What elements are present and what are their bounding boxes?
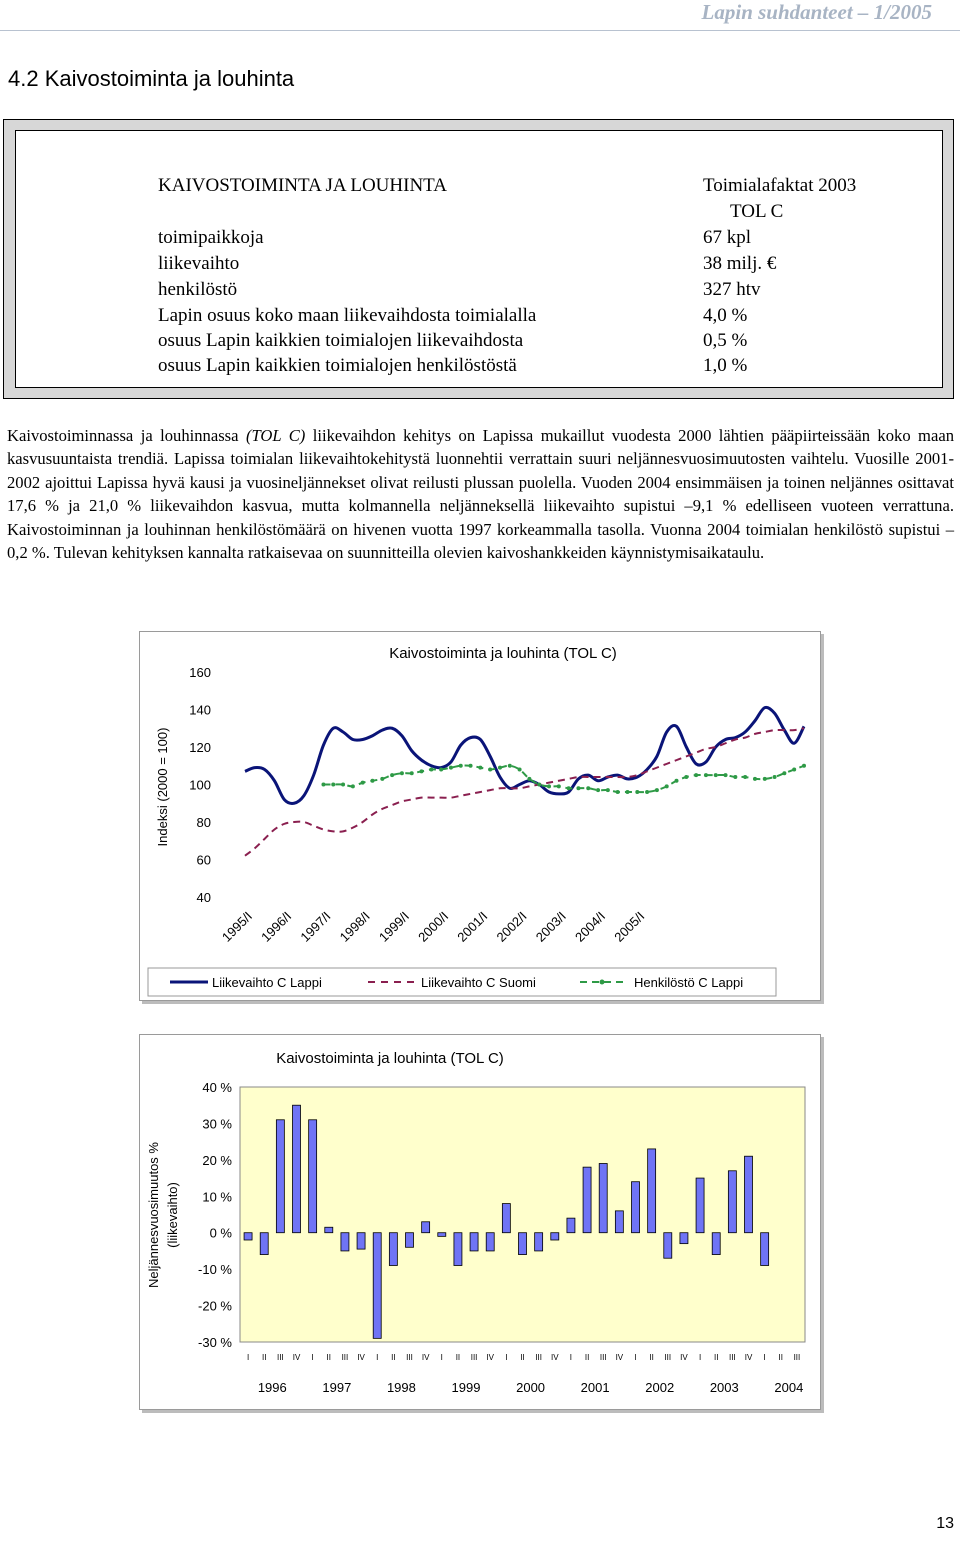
- y-tick-label: 40 %: [202, 1080, 232, 1095]
- year-label: 2003: [709, 1380, 739, 1395]
- x-tick-label: 2004/I: [572, 908, 609, 945]
- body-text-code: (TOL C): [245, 426, 306, 445]
- quarterly-change-chart-svg: [140, 1035, 820, 1409]
- year-label: 1999: [451, 1380, 481, 1395]
- quarter-label: IV: [486, 1353, 494, 1362]
- year-label: 2001: [580, 1380, 610, 1395]
- data-point: [773, 775, 777, 779]
- quarter-label: III: [793, 1353, 801, 1362]
- data-point: [390, 773, 394, 777]
- bar: [325, 1227, 333, 1232]
- facts-row-value: 4,0 %: [703, 305, 748, 326]
- bar: [696, 1178, 704, 1233]
- bar: [357, 1233, 365, 1249]
- facts-row-value: 0,5 %: [703, 330, 748, 351]
- bar: [712, 1233, 720, 1255]
- bar: [260, 1233, 268, 1255]
- y-tick-label: -10 %: [198, 1262, 232, 1278]
- quarter-label: I: [698, 1353, 702, 1362]
- quarter-label: III: [341, 1353, 349, 1362]
- x-tick-label: 2005/I: [611, 908, 648, 945]
- quarter-label: II: [584, 1353, 590, 1362]
- series-line-0: [245, 707, 804, 803]
- quarter-label: II: [778, 1353, 784, 1362]
- publication-title: Lapin suhdanteet – 1/2005: [701, 0, 932, 24]
- data-point: [782, 771, 786, 775]
- bar: [502, 1204, 510, 1233]
- legend-label-henkilosto: Henkilöstö C Lappi: [634, 975, 744, 990]
- bar: [406, 1233, 414, 1248]
- facts-row-label: Lapin osuus koko maan liikevaihdosta toimialalla: [158, 305, 537, 326]
- data-point: [763, 777, 767, 781]
- data-point: [576, 786, 580, 790]
- quarter-label: I: [634, 1353, 637, 1362]
- bar: [309, 1120, 317, 1233]
- facts-row-label: osuus Lapin kaikkien toimialojen liikevaihdosta: [158, 330, 524, 351]
- plot-area: [240, 1087, 805, 1342]
- y-tick-label: 80: [196, 815, 211, 830]
- data-point: [351, 784, 355, 788]
- data-point: [596, 788, 600, 792]
- data-point: [714, 773, 718, 777]
- data-point: [743, 775, 747, 779]
- y-tick-label: 0 %: [209, 1225, 232, 1241]
- y-tick-label: -30 %: [198, 1335, 232, 1350]
- bar: [535, 1233, 543, 1251]
- quarter-label: I: [763, 1353, 766, 1362]
- quarter-label: III: [535, 1353, 542, 1362]
- bar: [486, 1233, 494, 1251]
- data-point: [792, 768, 796, 772]
- x-tick-label: 2001/I: [454, 908, 491, 945]
- quarter-label: IV: [615, 1353, 624, 1362]
- y-axis-label-line1: Neljännesvuosimuutos %: [146, 1142, 161, 1288]
- data-point: [694, 773, 698, 777]
- x-tick-label: 1996/I: [258, 908, 295, 945]
- bar: [728, 1171, 736, 1233]
- bar: [276, 1120, 284, 1233]
- bar: [680, 1233, 688, 1244]
- data-point: [508, 764, 512, 768]
- x-tick-label: 2000/I: [415, 908, 452, 945]
- bar: [745, 1156, 753, 1233]
- quarter-label: IV: [680, 1353, 688, 1362]
- data-point: [586, 786, 590, 790]
- data-point: [400, 771, 404, 775]
- quarter-label: II: [261, 1353, 267, 1362]
- bar: [470, 1233, 478, 1251]
- header-rule: [0, 30, 960, 31]
- bar: [664, 1233, 672, 1259]
- quarter-label: III: [599, 1353, 607, 1362]
- y-axis-label-line2: (liikevaihto): [165, 1182, 180, 1248]
- quarter-label: I: [376, 1353, 379, 1362]
- quarter-label: III: [470, 1353, 478, 1362]
- data-point: [478, 766, 482, 770]
- bar: [389, 1233, 397, 1266]
- body-text-start: Kaivostoiminnassa ja louhinnassa: [7, 426, 246, 445]
- bar: [438, 1233, 446, 1237]
- bar: [293, 1105, 301, 1233]
- year-label: 2000: [516, 1380, 546, 1395]
- index-chart-svg: [140, 632, 820, 1000]
- y-tick-label: 20 %: [202, 1152, 232, 1168]
- data-point: [567, 786, 571, 790]
- data-point: [704, 773, 708, 777]
- quarter-label: II: [455, 1353, 461, 1362]
- quarter-label: IV: [744, 1353, 753, 1362]
- year-label: 1996: [257, 1380, 287, 1395]
- data-point: [429, 768, 433, 772]
- body-paragraph: [7, 424, 954, 564]
- facts-source: Toimialafaktat 2003: [703, 175, 857, 196]
- quarter-label: IV: [551, 1353, 559, 1362]
- bar: [567, 1218, 575, 1233]
- bar: [615, 1211, 623, 1233]
- x-tick-label: 1998/I: [336, 908, 373, 945]
- quarter-label: II: [713, 1353, 719, 1362]
- data-point: [331, 783, 335, 787]
- bar: [422, 1222, 430, 1233]
- facts-table: [15, 130, 943, 388]
- bar: [599, 1164, 607, 1233]
- data-point: [655, 788, 659, 792]
- quarter-label: II: [326, 1353, 332, 1362]
- chart-title: Kaivostoiminta ja louhinta (TOL C): [276, 1050, 504, 1067]
- y-tick-label: 10 %: [202, 1189, 232, 1205]
- data-point: [380, 777, 384, 781]
- x-tick-label: 1995/I: [218, 908, 256, 945]
- y-tick-label: 40: [196, 890, 211, 905]
- y-tick-label: 140: [189, 702, 211, 718]
- facts-row-value: 67 kpl: [703, 227, 752, 248]
- chart-title: Kaivostoiminta ja louhinta (TOL C): [389, 645, 617, 662]
- data-point: [459, 764, 463, 768]
- bar: [761, 1233, 769, 1266]
- data-point: [518, 768, 522, 772]
- y-tick-label: 60: [196, 852, 211, 868]
- facts-row-value: 327 htv: [703, 279, 761, 300]
- data-point: [420, 769, 424, 773]
- quarter-label: IV: [292, 1353, 301, 1362]
- facts-row-label: liikevaihto: [158, 253, 240, 274]
- bar: [648, 1149, 656, 1233]
- x-tick-label: 1999/I: [375, 908, 413, 945]
- bar: [583, 1167, 591, 1233]
- facts-row-label: osuus Lapin kaikkien toimialojen henkilöstöstä: [158, 355, 517, 376]
- year-label: 1997: [322, 1380, 352, 1395]
- y-tick-label: -20 %: [198, 1298, 232, 1314]
- data-point: [635, 790, 639, 794]
- facts-box: [3, 119, 954, 399]
- x-tick-label: 2002/I: [493, 908, 530, 945]
- quarter-label: III: [729, 1353, 736, 1362]
- quarter-label: III: [664, 1353, 672, 1362]
- body-text-rest: liikevaihdon kehitys on Lapissa mukaillut vuodesta 2000 lähtien pääpiirteissään koko maan kasvusuuntaista trendiä. Lapissa toimialan liikevaihtokehitystä luonnehtii verrattain suuri neljännesvuosimuutosten vaihtelu. Vuosille 2001-2002 ajoittui Lapissa hyvä kausi ja vuosineljännekset olivat reilusti plussan puolella. Vuoden 2004 ensimmäisen ja toinen neljännes osittavat 17,6 % ja 21,0 % liikevaihdon kasvua, mutta kolmannella neljänneksellä liikevaihto supistui –9,1 % edelliseen vuoteen verrattuna. Kaivostoiminnan ja louhinnan henkilöstömäärä on hivenen vuotta 1997 korkeammalla tasolla. Vuonna 2004 toimialan henkilöstö supistui –0,2 %. Tulevan kehityksen kannalta ratkaisevaa on suunnitteilla olevien kaivoshankkeiden käynnistymisaikataulu.: [7, 426, 954, 563]
- data-point: [537, 783, 541, 787]
- data-point: [321, 783, 325, 787]
- data-point: [488, 768, 492, 772]
- quarter-label: I: [246, 1353, 250, 1362]
- legend-label-suomi: Liikevaihto C Suomi: [421, 975, 536, 990]
- bar: [244, 1233, 252, 1240]
- series-line-1: [245, 728, 804, 856]
- data-point: [557, 784, 561, 788]
- y-tick-label: 120: [189, 740, 211, 755]
- y-axis-label: Indeksi (2000 = 100): [155, 727, 170, 847]
- quarter-label: II: [649, 1353, 654, 1362]
- quarter-label: I: [440, 1353, 443, 1362]
- data-point: [753, 777, 757, 781]
- data-point: [645, 790, 649, 794]
- quarter-label: III: [406, 1353, 413, 1362]
- data-point: [439, 768, 443, 772]
- y-tick-label: 100: [189, 777, 211, 793]
- legend-label-lappi: Liikevaihto C Lappi: [212, 975, 322, 990]
- year-label: 1998: [386, 1380, 416, 1395]
- data-point: [724, 773, 728, 777]
- y-tick-label: 160: [189, 665, 211, 680]
- data-point: [341, 783, 345, 787]
- data-point: [449, 766, 453, 770]
- data-point: [498, 766, 502, 770]
- quarter-label: I: [311, 1353, 314, 1362]
- bar: [551, 1233, 559, 1240]
- data-point: [625, 790, 629, 794]
- legend-marker-henkilosto: [600, 980, 605, 985]
- bar: [454, 1233, 462, 1266]
- facts-row-value: 1,0 %: [703, 355, 748, 376]
- bar: [373, 1233, 381, 1339]
- quarter-label: III: [277, 1353, 284, 1362]
- data-point: [802, 764, 806, 768]
- data-point: [675, 779, 679, 783]
- chart-legend: [148, 968, 776, 996]
- section-heading: 4.2 Kaivostoiminta ja louhinta: [8, 66, 295, 91]
- data-point: [361, 781, 365, 785]
- quarter-label: IV: [421, 1353, 430, 1362]
- y-tick-label: 30 %: [202, 1116, 232, 1132]
- data-point: [410, 771, 414, 775]
- facts-row-value: 38 milj. €: [703, 253, 777, 274]
- quarter-label: I: [569, 1353, 573, 1362]
- facts-row-label: henkilöstö: [158, 279, 238, 300]
- facts-code: TOL C: [730, 201, 784, 222]
- bar: [519, 1233, 527, 1255]
- data-point: [547, 784, 551, 788]
- data-point: [665, 784, 669, 788]
- year-label: 2002: [645, 1380, 675, 1395]
- page-number: 13: [936, 1515, 954, 1532]
- quarter-label: I: [505, 1353, 508, 1362]
- year-label: 2004: [774, 1380, 804, 1395]
- index-chart: [139, 631, 821, 1001]
- facts-title: KAIVOSTOIMINTA JA LOUHINTA: [158, 175, 447, 196]
- quarter-label: II: [391, 1353, 396, 1362]
- quarter-label: II: [520, 1353, 525, 1362]
- facts-row-label: toimipaikkoja: [158, 227, 264, 248]
- x-tick-label: 1997/I: [297, 908, 334, 945]
- data-point: [370, 779, 374, 783]
- data-point: [616, 790, 620, 794]
- quarterly-change-chart: [139, 1034, 821, 1410]
- data-point: [606, 788, 610, 792]
- data-point: [527, 777, 531, 781]
- data-point: [469, 764, 473, 768]
- bar: [632, 1182, 640, 1233]
- x-tick-label: 2003/I: [532, 908, 569, 945]
- quarter-label: IV: [357, 1353, 365, 1362]
- bar: [341, 1233, 349, 1251]
- data-point: [684, 775, 688, 779]
- data-point: [733, 775, 737, 779]
